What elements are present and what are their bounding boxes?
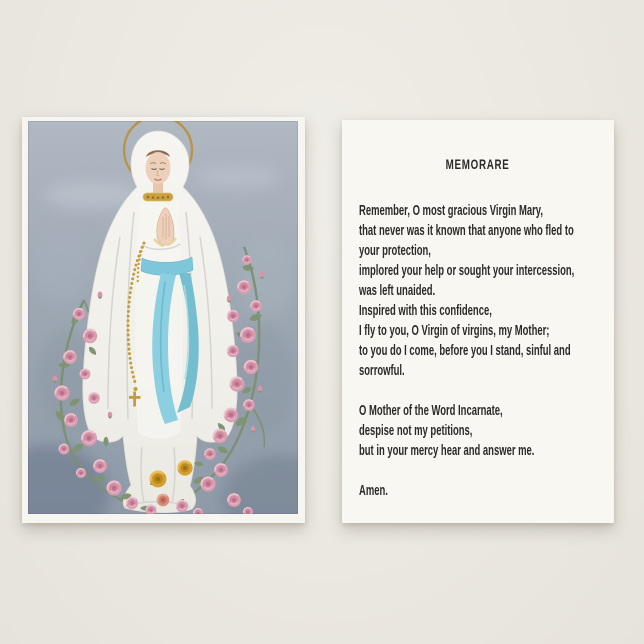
prayer-line: but in your mercy hear and answer me.	[359, 442, 535, 459]
prayer-line: implored your help or sought your intercession,	[359, 262, 575, 279]
prayer-line: to you do I come, before you I stand, sinful and	[359, 342, 571, 359]
prayer-body	[342, 201, 614, 501]
prayer-line: Remember, O most gracious Virgin Mary,	[359, 202, 543, 219]
prayer-paragraph	[359, 481, 614, 501]
prayer-line: sorrowful.	[359, 362, 405, 379]
prayer-line: that never was it known that anyone who fled to	[359, 222, 574, 239]
prayer-card-front	[22, 117, 305, 523]
face	[146, 152, 171, 184]
gold-collar	[143, 193, 173, 201]
prayer-title-row	[342, 156, 614, 172]
prayer-line: despise not my petitions,	[359, 422, 473, 439]
prayer-line: Amen.	[359, 482, 388, 499]
prayer-title: MEMORARE	[446, 156, 510, 172]
prayer-card-back	[342, 120, 614, 523]
coral-rose-at-feet	[157, 494, 170, 507]
prayer-line: I fly to you, O Virgin of virgins, my Mother;	[359, 322, 550, 339]
prayer-line: was left unaided.	[359, 282, 436, 299]
prayer-line: O Mother of the Word Incarnate,	[359, 402, 503, 419]
virgin-mary-illustration	[28, 121, 298, 514]
prayer-line: Inspired with this confidence,	[359, 302, 492, 319]
prayer-line: your protection,	[359, 242, 431, 259]
prayer-paragraph	[359, 201, 614, 381]
prayer-paragraph	[359, 401, 614, 461]
